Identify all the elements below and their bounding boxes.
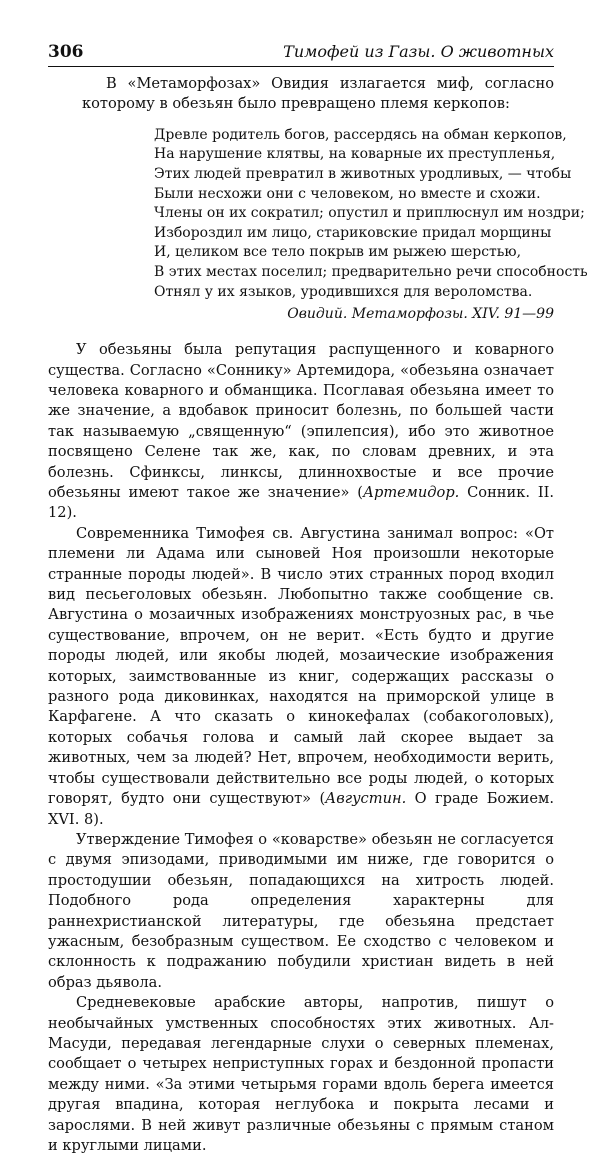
paragraph-text: Современника Тимофея св. Августина занимал вопрос: «От племени ли Адама или сыновей Ноя произошли некоторые странные породы людей». В число этих странных пород входил вид песьеголовых обезьян. Любопытно также сообщение св. Августина о мозаичных изображениях монструозных рас, в чье существование, впрочем, он не верит. «Есть будто и другие породы людей, или якобы людей, мозаические изображения которых, заимствованные из книг, содержащих рассказы о разного рода диковинках, находятся на приморской улице в Карфагене. А что сказать о кинокефалах (собакоголовых), которых собачья голова и самый лай скорее выдает за животных, чем за людей? Нет, впрочем, необходимости верить, чтобы существовали действительно все роды людей, о которых говорят, будто они существуют» ( [48, 524, 554, 808]
intro-paragraph: В «Метаморфозах» Овидия излагается миф, согласно которому в обезьян было превращено племя керкопов: [82, 75, 554, 113]
poem-line: Члены он их сократил; опустил и приплюснул им ноздри; [154, 205, 585, 222]
running-title: Тимофей из Газы. О животных [283, 42, 554, 61]
poem-line: И, целиком все тело покрыв им рыжею шерстью, [154, 244, 522, 261]
poem-line: Отнял у их языков, уродившихся для вероломства. [154, 283, 533, 300]
poem-line: На нарушение клятвы, на коварные их преступленья, [154, 146, 556, 163]
poem-line: Были несхожи они с человеком, но вместе и схожи. [154, 185, 541, 202]
page-number: 306 [48, 42, 84, 62]
poem-quote [154, 126, 588, 302]
body-paragraph [48, 524, 554, 830]
citation-source: О граде Божием. XVI. 8). [48, 790, 554, 828]
poem-line: Этих людей превратил в животных уродливых, — чтобы [154, 166, 572, 182]
body-paragraph [48, 340, 554, 524]
paragraph-text: Средневековые арабские авторы, напротив, пишут о необычайных умственных способностях этих животных. Ал-Масуди, передавая легендарные слухи о северных племенах, сообщает о четырех неприступных горах и бездонной пропасти между ними. «За этими четырьмя горами вдоль берега имеется другая впадина, которая неглубока и покрыта лесами и зарослями. В ней живут различные обезьяны с прямым станом и круглыми лицами. [48, 994, 554, 1154]
poem-line: Избороздил им лицо, стариковские придал морщины [154, 224, 552, 241]
poem-line: В этих местах поселил; предварительно речи способность [154, 263, 588, 280]
poem-attribution: Овидий. Метаморфозы. XIV. 91—99 [287, 306, 554, 323]
paragraph-text: Утверждение Тимофея о «коварстве» обезьян не согласуется с двумя эпизодами, приводимыми им ниже, где говорится о простодушии обезьян, попадающихся на хитрость людей. Подобного рода определения характерны для раннехристианской литературы, где обезьяна предстает ужасным, безобразным существом. Ее сходство с человеком и склонность к подражанию побудили христиан видеть в ней образ дьявола. [48, 830, 554, 991]
body-paragraph [48, 993, 554, 1156]
running-header [48, 36, 554, 67]
citation-author: Артемидор. [362, 484, 460, 501]
paragraph-text: У обезьяны была репутация распущенного и коварного существа. Согласно «Соннику» Артемидора, «обезьяна означает человека коварного и обманщика. Псоглавая обезьяна имеет то же значение, а вдобавок приносит болезнь, по большей части так называемую „священную“ (эпилепсия), ибо это животное посвящено Селене так же, как, по словам древних, и эта болезнь. Сфинксы, линксы, длиннохвостые и все прочие обезьяны имеют такое же значение» ( [48, 341, 554, 501]
body-paragraph [48, 830, 554, 993]
citation-source: Сонник. II. 12). [48, 484, 554, 522]
poem-line: Древле родитель богов, рассердясь на обман керкопов, [154, 126, 567, 143]
citation-author: Августин. [325, 790, 407, 808]
page-body [48, 74, 588, 1156]
